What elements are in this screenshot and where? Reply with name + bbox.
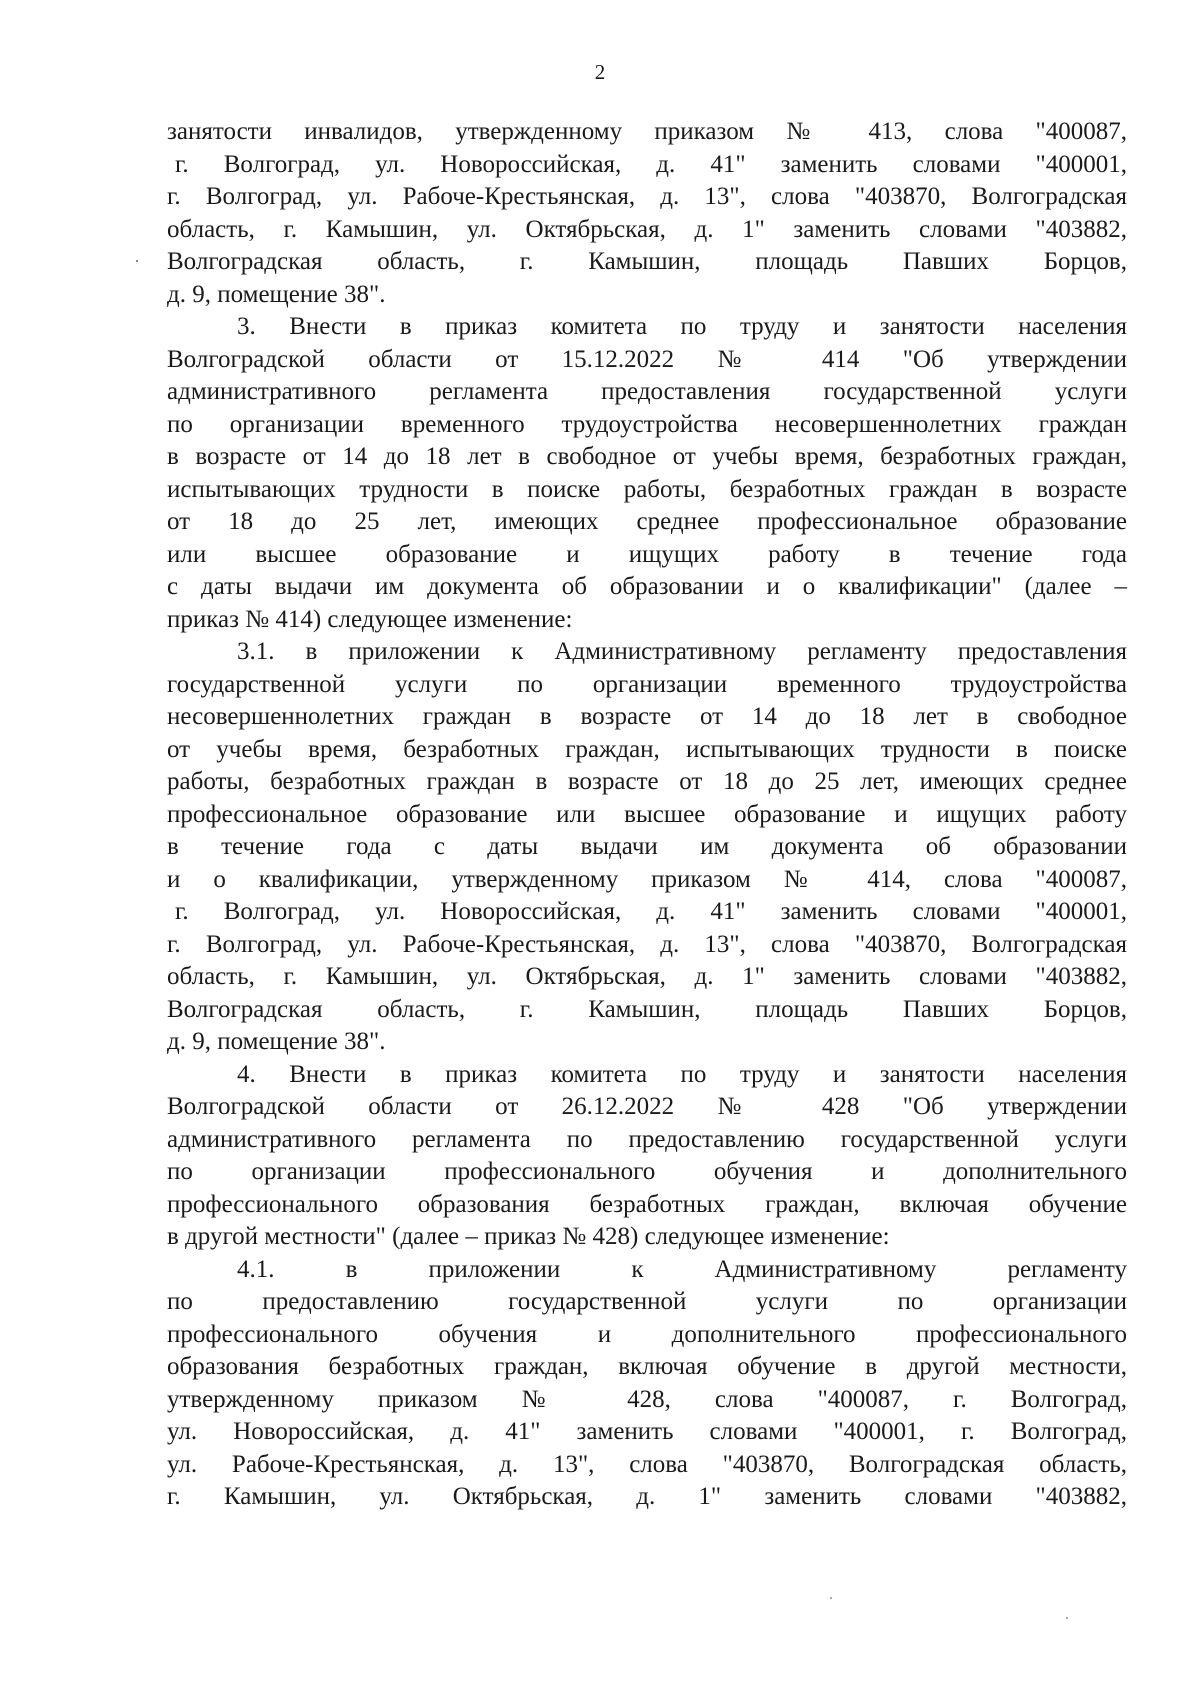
text-line: административного регламента по предоставлению государственной услуги: [167, 1125, 1127, 1153]
text-line: Волгоградской области от 15.12.2022 № 414 "Об утверждении: [167, 345, 1127, 373]
text-line: по организации профессионального обучения и дополнительного: [167, 1158, 1127, 1185]
text-line: административного регламента предоставления государственной услуги: [167, 378, 1127, 405]
text-line: и о квалификации, утвержденному приказом № 414, слова "400087,: [167, 865, 1127, 893]
text-line: в другой местности" (далее – приказ № 428) следующее изменение:: [167, 1223, 890, 1250]
text-line: Волгоградская область, г. Камышин, площадь Павших Борцов,: [167, 995, 1127, 1023]
text-line: г. Волгоград, ул. Новороссийская, д. 41" заменить словами "400001,: [175, 898, 1127, 925]
scan-speck: [1066, 1617, 1068, 1619]
text-line: занятости инвалидов, утвержденному приказом № 413, слова "400087,: [167, 118, 1127, 145]
text-line: 3. Внести в приказ комитета по труду и занятости населения: [237, 313, 1127, 340]
text-line: Волгоградской области от 26.12.2022 № 428 "Об утверждении: [167, 1093, 1127, 1120]
text-line: область, г. Камышин, ул. Октябрьская, д. 1" заменить словами "403882,: [167, 215, 1127, 243]
text-line: ул. Новороссийская, д. 41" заменить словами "400001, г. Волгоград,: [167, 1418, 1127, 1445]
text-line: 3.1. в приложении к Административному регламенту предоставления: [237, 638, 1127, 665]
text-line: д. 9, помещение 38".: [167, 1028, 386, 1055]
text-line: ул. Рабоче-Крестьянская, д. 13", слова "403870, Волгоградская область,: [167, 1450, 1127, 1478]
text-line: в возрасте от 14 до 18 лет в свободное от учебы время, безработных граждан,: [167, 443, 1127, 470]
text-line: профессионального обучения и дополнительного профессионального: [167, 1320, 1127, 1348]
text-line: профессионального образования безработных граждан, включая обучение: [167, 1190, 1127, 1218]
text-line: профессиональное образование или высшее образование и ищущих работу: [167, 800, 1127, 828]
page-number: 2: [594, 60, 606, 84]
text-line: область, г. Камышин, ул. Октябрьская, д. 1" заменить словами "403882,: [167, 963, 1127, 990]
text-line: или высшее образование и ищущих работу в течение года: [167, 540, 1127, 568]
text-line: работы, безработных граждан в возрасте от 18 до 25 лет, имеющих среднее: [167, 768, 1127, 795]
text-line: в течение года с даты выдачи им документа об образовании: [167, 833, 1127, 860]
text-line: от учебы время, безработных граждан, испытывающих трудности в поиске: [167, 735, 1127, 763]
text-line: г. Волгоград, ул. Новороссийская, д. 41" заменить словами "400001,: [175, 150, 1127, 178]
document-body: [167, 116, 1127, 1514]
scan-speck: [830, 1597, 832, 1599]
text-line: государственной услуги по организации временного трудоустройства: [167, 670, 1127, 698]
text-line: испытывающих трудности в поиске работы, безработных граждан в возрасте: [167, 475, 1127, 503]
scan-speck: [136, 260, 138, 262]
text-line: 4. Внести в приказ комитета по труду и занятости населения: [237, 1060, 1127, 1088]
text-line: г. Волгоград, ул. Рабоче-Крестьянская, д. 13", слова "403870, Волгоградская: [167, 183, 1127, 210]
text-line: Волгоградская область, г. Камышин, площадь Павших Борцов,: [167, 248, 1127, 275]
text-line: по организации временного трудоустройства несовершеннолетних граждан: [167, 410, 1127, 438]
text-line: приказ № 414) следующее изменение:: [167, 605, 573, 633]
text-line: от 18 до 25 лет, имеющих среднее профессиональное образование: [167, 508, 1127, 535]
text-line: утвержденному приказом № 428, слова "400087, г. Волгоград,: [167, 1385, 1127, 1413]
text-line: по предоставлению государственной услуги по организации: [167, 1288, 1127, 1315]
text-line: с даты выдачи им документа об образовании и о квалификации" (далее –: [167, 573, 1127, 600]
text-line: д. 9, помещение 38".: [167, 280, 386, 308]
text-line: г. Камышин, ул. Октябрьская, д. 1" заменить словами "403882,: [167, 1483, 1127, 1510]
text-line: несовершеннолетних граждан в возрасте от 14 до 18 лет в свободное: [167, 703, 1127, 730]
text-line: образования безработных граждан, включая обучение в другой местности,: [167, 1353, 1127, 1380]
text-line: г. Волгоград, ул. Рабоче-Крестьянская, д. 13", слова "403870, Волгоградская: [167, 930, 1127, 958]
text-line: 4.1. в приложении к Административному регламенту: [237, 1255, 1127, 1283]
